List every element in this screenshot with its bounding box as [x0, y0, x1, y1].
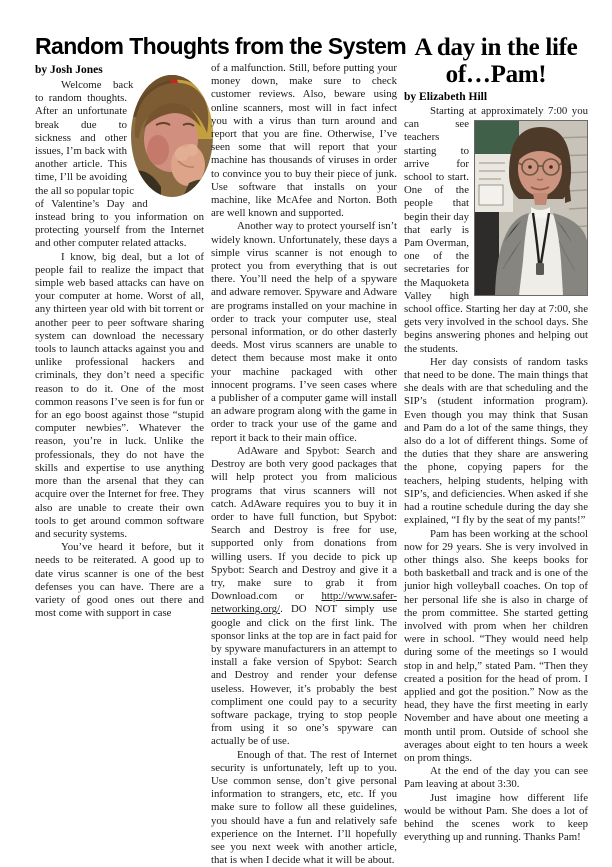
paragraph-text: . DO NOT simply use google and click on the first link. The sponsor links at the top are in fact paid for by spyware manufacturers in an attempt to install a fake version of Spybot: Search and Destroy and render your defense useless. However, it’s probably the best compliment one could pay to a security software package, trying to stop people from using it so one’s spyware can actually be of use. [211, 603, 397, 748]
paragraph-text: Welcome back to random thoughts. After an unfortunate break due to sickness and other issues, I’m back with another article. This time, I’ll be avoiding the all so popular topic of Valentine’s Day and instead bring to you information on protecting yourself from the Internet and other computer related attacks. [35, 79, 204, 250]
paragraph: Just imagine how different life would be without Pam. She does a lot of behind the scenes work to keep everything up and running. Thanks Pam! [404, 791, 588, 844]
paragraph-text: can see teachers starting to arrive for school to start. One of the people that begin their day that early is Pam Overman, one of the secretaries for the Maquoketa Valley high school office. Starting her day at 7:00, she gets very involved in the school days. She begins answering phones and helping out the students. [404, 118, 588, 355]
paragraph-text: AdAware and Spybot: Search and Destroy are both very good packages that will help protect you from malicious programs that virus scanners will not catch. AdAware requires you to buy it in order to have full function, but Spybot: Search and Destroy is free for use, supported only from donations from willing users. If you decide to pick up Spybot: Search and Destroy and give it a try, make sure to grab it from Download.com or [211, 444, 397, 603]
paragraph: Enough of that. The rest of Internet security is unfortunately, left up to you. Use common sense, don’t give personal information to strangers, etc, etc. If you make sure to follow all these guidelines, you should have a fun and relatively safe experience on the Internet. I’ll hopefully see you next week with another article, that is when I decide what it will be about. [211, 748, 397, 867]
paragraph [404, 105, 588, 356]
paragraph: At the end of the day you can see Pam leaving at about 3:30. [404, 765, 588, 791]
safer-networking-link[interactable]: http://www.safer-networking.org/ [211, 590, 397, 616]
article-random-thoughts [35, 33, 407, 867]
left-article-column-1 [35, 62, 204, 867]
left-article-column-2 [211, 62, 397, 867]
paragraph: Her day consists of random tasks that need to be done. The main things that she deals with are that scheduling and the SIP’s (student information program). Even though you may think that Susan and Pam do a lot of the same things, they also do a lot of different things. Some of the duties that they share are answering the phone, copying papers for the teachers, helping students, helping with SIP’s, and deficiencies. When asked if she had a routine schedule during the day she explained, “I fly by the seat of my pants!” [404, 355, 588, 527]
article-day-in-life-pam [404, 33, 588, 844]
paragraph: You’ve heard it before, but it needs to be reiterated. A good up to date virus scanner is one of the best defenses you can have. There are a variety of good ones out there and most come with support in case [35, 541, 204, 620]
title-line-1: A day in the life [414, 34, 578, 61]
paragraph: Pam has been working at the school now for 29 years. She is very involved in other things also. She keeps books for both basketball and track and is one of the junior high volleyball coaches. On top of her personal life she is also in charge of the prom committee. She started getting involved with prom when her children were in school. “They would need help during some of the meetings so I would stop in and help,” stated Pam. “Then they created a position for the head of prom. I applied and got the position.” Now as the head, they have the first meeting in early November and have about one meeting a month until prom. Outside of school she averages about eight to ten hours a week on prom things. [404, 527, 588, 764]
left-article-columns [35, 62, 397, 867]
pam-photo [474, 120, 588, 296]
byline-elizabeth-hill: by Elizabeth Hill [404, 91, 488, 103]
paragraph: Another way to protect yourself isn’t widely known. Unfortunately, these days a simple virus scanner is not enough to protect you from everything that is out there. You’ll need the help of a spyware and adware remover. Spyware and Adware are programs installed on your machine in order to track your computer use, steal personal information, or do other dasterly deeds. Most virus scanners are unable to detect them because most make it onto your machine packaged with other innocent programs. I’ve seen cases where a publisher of a computer game will install an adware program along with the game in order to track your use of the game and report it back to their main office. [211, 220, 397, 444]
josh-photo [131, 75, 213, 197]
paragraph [211, 445, 397, 749]
paragraph: of a malfunction. Still, before putting your money down, make sure to check customer reviews. Also, beware using online scanners, most will in fact infect you with a virus than turn around and report that you are fine. Otherwise, I’ve seen some that will report that your machine has thousands of viruses in order to convince you to buy their piece of junk. Use software that installs on your machine, like McAfee and Norton. Both are well known and supported. [211, 62, 397, 220]
paragraph: I know, big deal, but a lot of people fail to realize the impact that simple web based attacks can have on your computer at home. Worst of all, any thirteen year old with bit torrent or another peer to peer software sharing system can download the necessary tools to launch attacks against you and unlike professional hackers and criminals, they don’t need a specific reason to do it. One of the most common reasons I’ve seen is for fun or for an ego boost against those “stupid computer newbies”. Whatever the reason, you’re in luck. Unlike the professionals, they do not have the skills and expertise to use anything more than the arsenal that they can acquire over the Internet for free. They also are unable to create their own tools to get around common software and security systems. [35, 250, 204, 540]
paragraph-text: Starting at approximately 7:00 you [430, 105, 588, 117]
title-line-2: of…Pam! [445, 61, 547, 88]
paragraph [35, 79, 204, 251]
article-title-pam [404, 34, 588, 88]
byline-josh-jones: by Josh Jones [35, 64, 103, 76]
article-title-random-thoughts: Random Thoughts from the System [35, 33, 407, 59]
